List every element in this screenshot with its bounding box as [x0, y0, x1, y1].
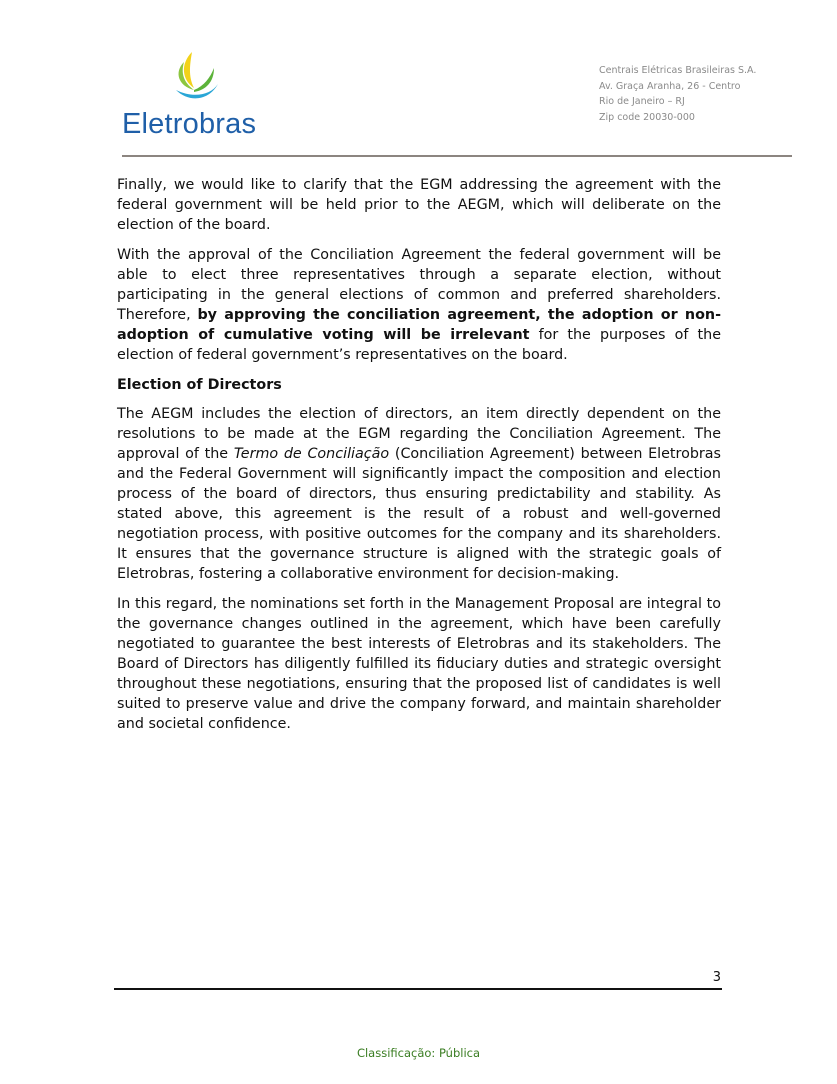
address-line: Centrais Elétricas Brasileiras S.A. [599, 65, 757, 76]
address-line: Zip code 20030-000 [599, 111, 695, 123]
paragraph-text: The AEGM includes the election of directors, an item directly dependent on the resolutions to be made at the EGM regarding the Conciliation Agreement. The approval of the [117, 406, 721, 462]
italic-term: Termo de Conciliação [233, 446, 390, 462]
address-line: Av. Graça Aranha, 26 - Centro [599, 80, 741, 92]
paragraph [117, 245, 721, 365]
document-body [117, 175, 721, 744]
bold-emphasis: by approving the conciliation agreement, the adoption or non-adoption of cumulative voting will be irrelevant [117, 307, 722, 343]
eletrobras-logo [122, 50, 272, 142]
leaf-icon [170, 50, 222, 108]
header-divider [122, 155, 792, 157]
paragraph [117, 404, 721, 584]
paragraph-text: With the approval of the Conciliation Agreement the federal government will be able to elect three representatives through a separate election, without participating in the general elections of common and preferred shareholders. Therefore, [117, 247, 721, 323]
page-number: 3 [712, 970, 721, 985]
paragraph-text: for the purposes of the election of federal government’s representatives on the board. [117, 327, 721, 363]
paragraph: Finally, we would like to clarify that the EGM addressing the agreement with the federal government will be held prior to the AEGM, which will deliberate on the election of the board. [117, 177, 721, 233]
logo-wordmark: Eletrobras [122, 108, 257, 140]
footer-divider [114, 988, 722, 990]
paragraph-text: (Conciliation Agreement) between Eletrobras and the Federal Government will significantly impact the composition and election process of the board of directors, thus ensuring predictability and stability. As stated above, this agreement is the result of a robust and well-governed negotiation process, with positive outcomes for the company and its shareholders. It ensures that the governance structure is aligned with the strategic goals of Eletrobras, fostering a collaborative environment for decision-making. [117, 446, 722, 582]
address-line: Rio de Janeiro – RJ [599, 96, 685, 107]
section-heading: Election of Directors [117, 377, 282, 393]
classification-label: Classificação: Pública [356, 1046, 481, 1060]
company-address [599, 63, 756, 125]
paragraph: In this regard, the nominations set forth in the Management Proposal are integral to the governance changes outlined in the agreement, which have been carefully negotiated to guarantee the best interests of Eletrobras and its stakeholders. The Board of Directors has diligently fulfilled its fiduciary duties and strategic oversight throughout these negotiations, ensuring that the proposed list of candidates is well suited to preserve value and drive the company forward, and maintain shareholder and societal confidence. [117, 596, 721, 732]
